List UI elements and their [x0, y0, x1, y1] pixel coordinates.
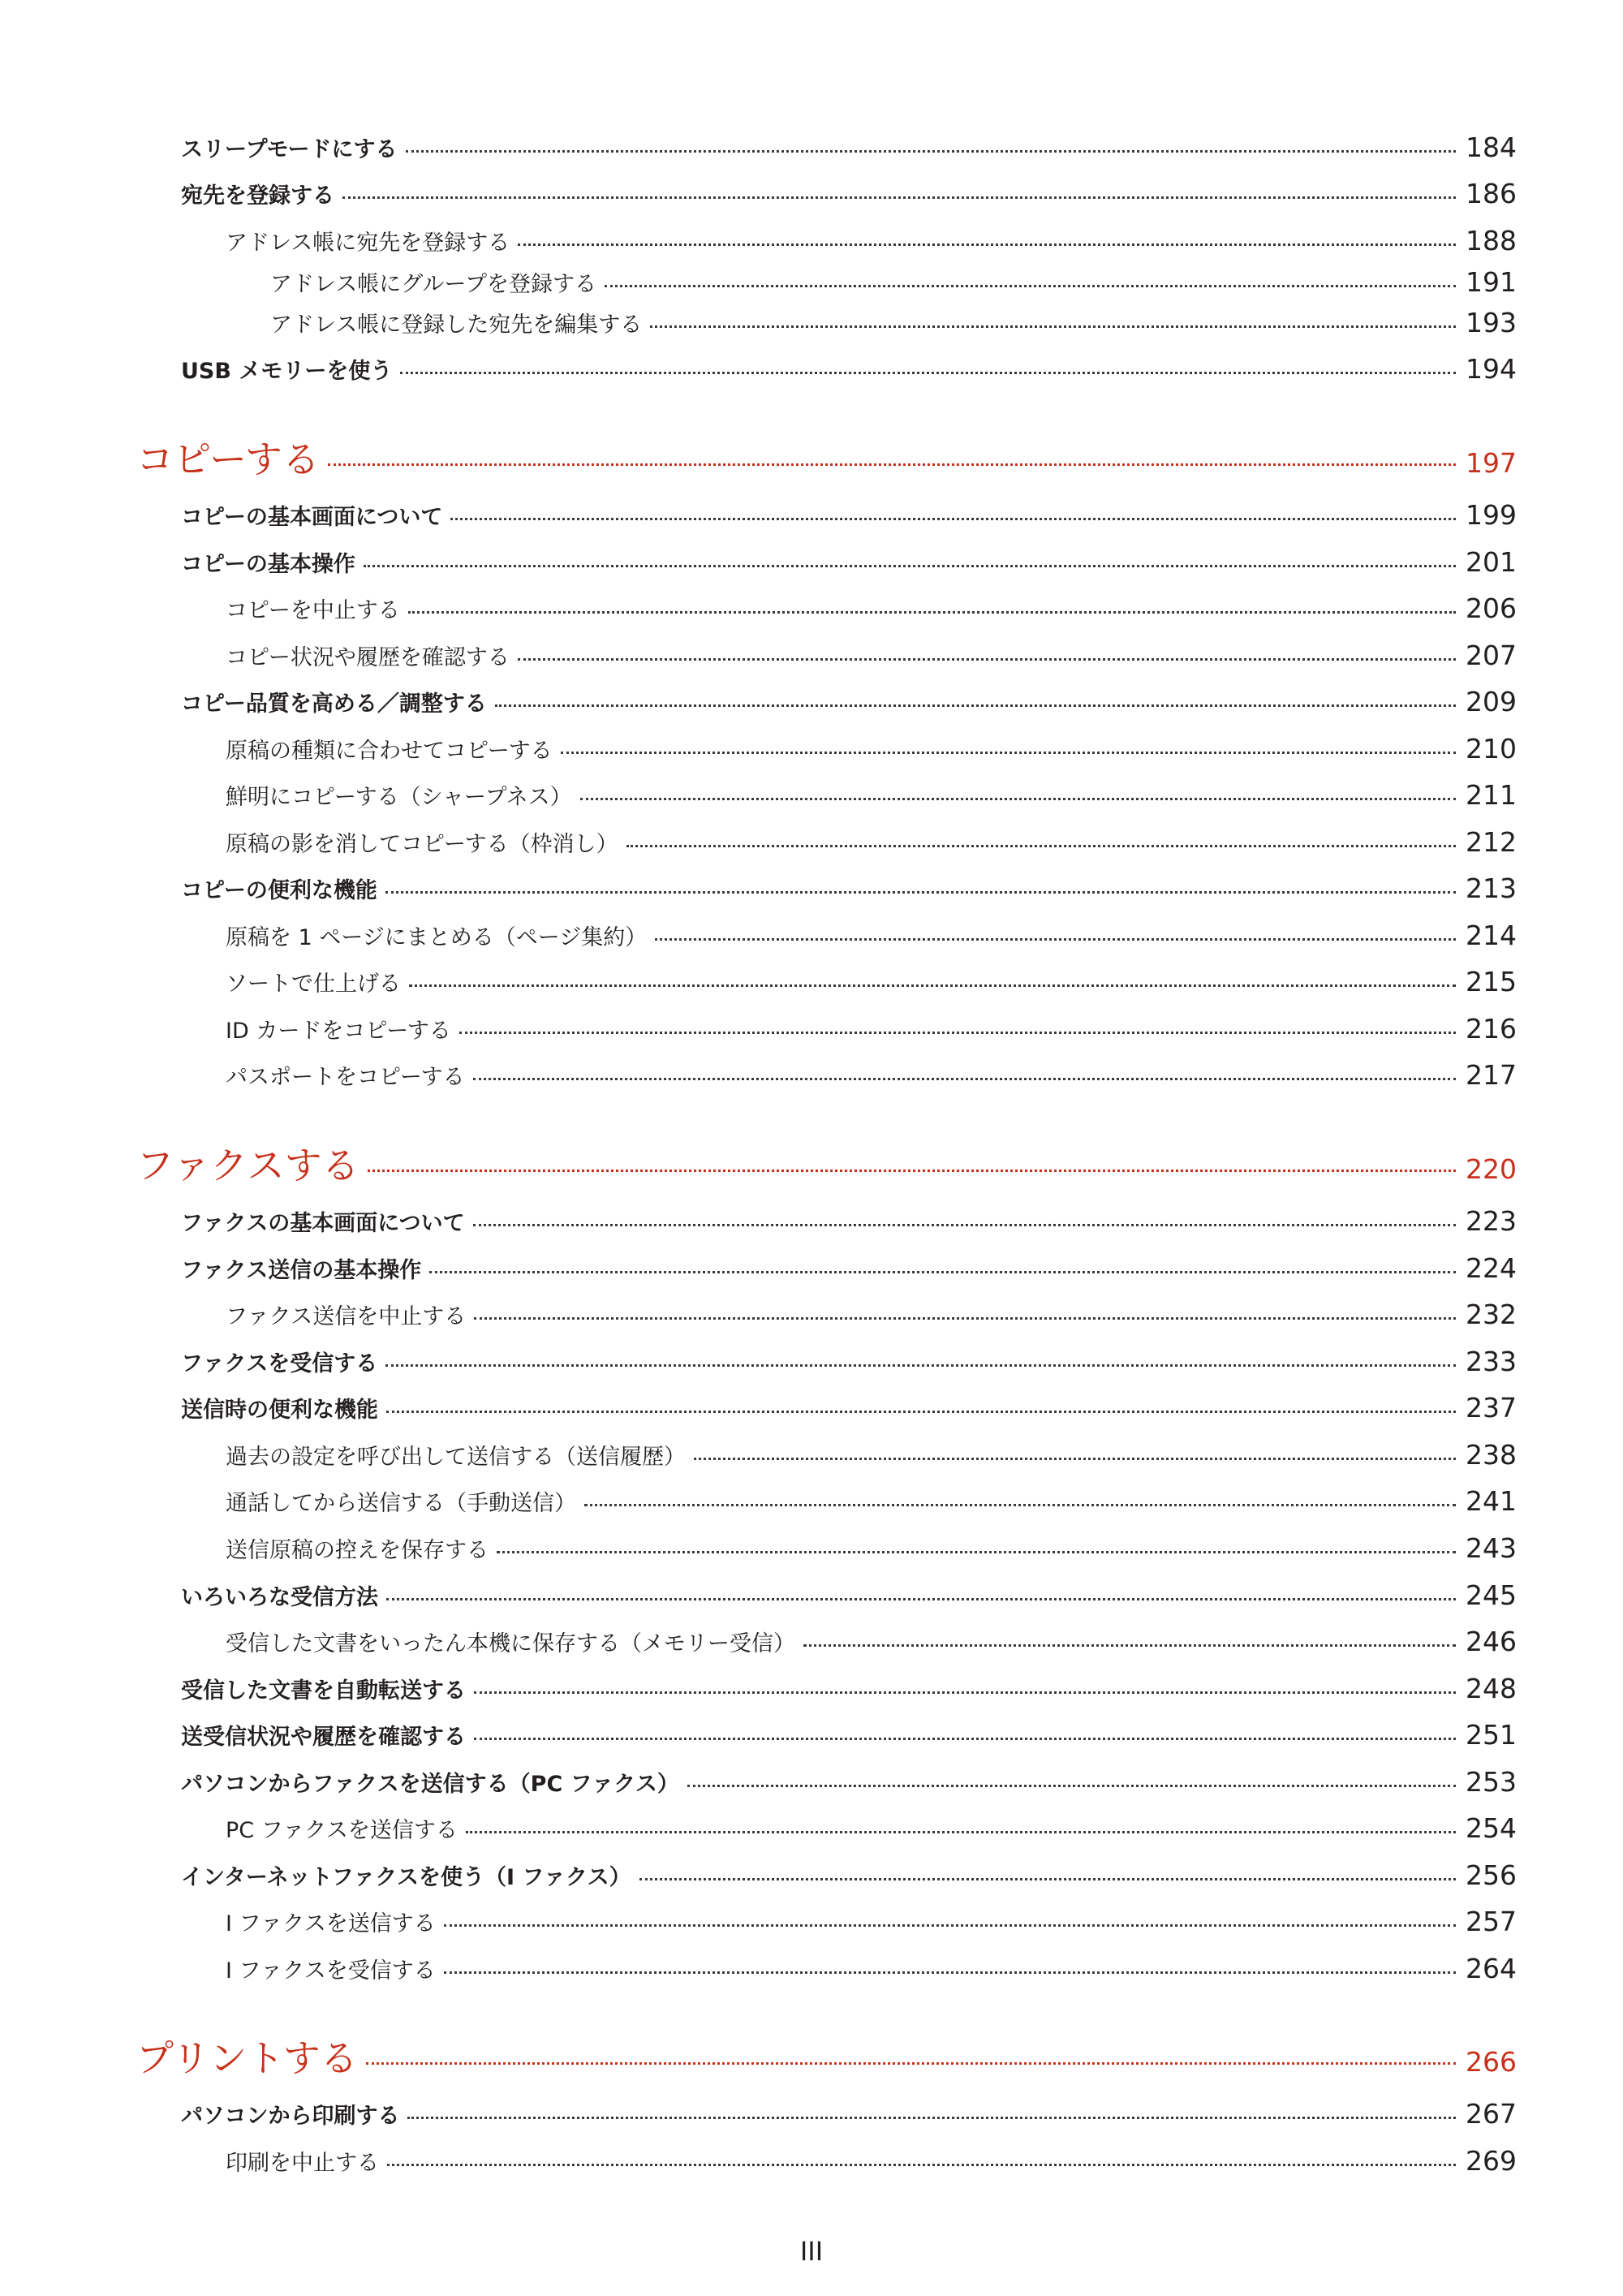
toc-entry[interactable] — [226, 779, 1517, 811]
toc-entry[interactable] — [226, 920, 1517, 951]
dot-leader — [626, 845, 1456, 847]
dot-leader — [366, 2062, 1456, 2065]
toc-entry-page: 199 — [1466, 499, 1517, 531]
toc-entry-title: ファクスを受信する — [181, 1351, 378, 1376]
toc-entry[interactable] — [181, 1719, 1517, 1751]
toc-entry-title: 原稿の影を消してコピーする（枠消し） — [226, 832, 618, 857]
toc-entry-page: 264 — [1466, 1953, 1517, 1984]
toc-entry-title: 送信原稿の控えを保存する — [226, 1538, 489, 1563]
toc-entry-page: 269 — [1466, 2145, 1517, 2177]
toc-entry-page: 214 — [1466, 920, 1517, 951]
toc-entry[interactable] — [270, 266, 1517, 298]
toc-entry[interactable] — [181, 546, 1517, 578]
toc-entry[interactable] — [226, 826, 1517, 858]
dot-leader — [450, 518, 1456, 520]
toc-entry-title: 鮮明にコピーする（シャープネス） — [226, 785, 572, 810]
toc-chapter-entry[interactable] — [136, 430, 1517, 484]
toc-entry-page: 254 — [1466, 1812, 1517, 1844]
toc-entry-page: 197 — [1466, 447, 1517, 479]
toc-entry[interactable] — [181, 1859, 1517, 1891]
toc-entry[interactable] — [181, 1673, 1517, 1704]
toc-entry-page: 215 — [1466, 966, 1517, 997]
toc-entry[interactable] — [181, 353, 1517, 385]
dot-leader — [474, 1317, 1456, 1320]
dot-leader — [605, 285, 1456, 287]
toc-entry-page: 216 — [1466, 1013, 1517, 1045]
toc-entry-title: 宛先を登録する — [181, 183, 334, 209]
dot-leader — [650, 325, 1456, 328]
toc-entry-title: アドレス帳にグループを登録する — [270, 272, 597, 297]
dot-leader — [639, 1878, 1456, 1880]
toc-entry-title: コピーを中止する — [226, 598, 400, 623]
dot-leader — [368, 1170, 1456, 1172]
toc-entry-page: 246 — [1466, 1626, 1517, 1657]
toc-entry-page: 193 — [1466, 307, 1517, 338]
toc-entry[interactable] — [226, 1439, 1517, 1471]
toc-entry-page: 253 — [1466, 1766, 1517, 1798]
toc-entry[interactable] — [226, 592, 1517, 624]
toc-entry-page: 245 — [1466, 1579, 1517, 1611]
toc-entry[interactable] — [226, 1013, 1517, 1045]
toc-entry[interactable] — [226, 966, 1517, 997]
toc-entry-page: 191 — [1466, 266, 1517, 298]
dot-leader — [495, 704, 1456, 707]
dot-leader — [687, 1785, 1456, 1787]
toc-entry-title: ファクス送信を中止する — [226, 1304, 467, 1329]
toc-entry-page: 184 — [1466, 131, 1517, 163]
toc-entry[interactable] — [181, 1392, 1517, 1424]
dot-leader — [386, 1411, 1456, 1413]
toc-entry-title: コピー品質を高める／調整する — [181, 691, 487, 717]
toc-entry-title: 受信した文書をいったん本機に保存する（メモリー受信） — [226, 1631, 795, 1656]
toc-entry[interactable] — [226, 640, 1517, 671]
dot-leader — [409, 984, 1456, 987]
toc-entry-page: 241 — [1466, 1485, 1517, 1517]
toc-entry-page: 213 — [1466, 872, 1517, 904]
toc-entry-title: プリントする — [136, 2036, 358, 2080]
toc-entry[interactable] — [226, 1626, 1517, 1657]
dot-leader — [386, 1598, 1456, 1600]
toc-entry[interactable] — [181, 2098, 1517, 2130]
toc-entry-title: 通話してから送信する（手動送信） — [226, 1491, 576, 1516]
toc-entry-title: USB メモリーを使う — [181, 359, 393, 384]
dot-leader — [429, 1271, 1456, 1273]
toc-entry-page: 186 — [1466, 178, 1517, 209]
toc-entry-title: コピーの便利な機能 — [181, 878, 377, 903]
toc-entry-title: ソートで仕上げる — [226, 971, 401, 997]
toc-entry-title: いろいろな受信方法 — [181, 1585, 378, 1610]
dot-leader — [328, 463, 1456, 466]
toc-entry-title: 送信時の便利な機能 — [181, 1398, 378, 1423]
toc-entry[interactable] — [181, 686, 1517, 717]
dot-leader — [459, 1032, 1456, 1034]
dot-leader — [342, 196, 1456, 199]
toc-entry-title: アドレス帳に登録した宛先を編集する — [270, 312, 643, 338]
toc-entry-page: 232 — [1466, 1299, 1517, 1330]
toc-entry-page: 266 — [1466, 2046, 1517, 2078]
dot-leader — [473, 1224, 1456, 1226]
dot-leader — [694, 1458, 1456, 1460]
dot-leader — [474, 1691, 1456, 1694]
toc-entry-title: 印刷を中止する — [226, 2151, 379, 2176]
toc-entry-page: 207 — [1466, 640, 1517, 671]
dot-leader — [385, 1364, 1456, 1367]
toc-entry-page: 220 — [1466, 1153, 1517, 1185]
toc-entry-title: 受信した文書を自動転送する — [181, 1678, 466, 1704]
toc-entry[interactable] — [181, 872, 1517, 904]
toc-entry[interactable] — [226, 1299, 1517, 1330]
toc-entry-page: 211 — [1466, 779, 1517, 811]
toc-entry[interactable] — [270, 307, 1517, 338]
toc-entry[interactable] — [181, 1766, 1517, 1798]
toc-entry-title: 送受信状況や履歴を確認する — [181, 1725, 466, 1750]
toc-entry[interactable] — [226, 225, 1517, 256]
toc-chapter-entry[interactable] — [136, 1136, 1517, 1190]
toc-entry-page: 217 — [1466, 1059, 1517, 1091]
toc-chapter-entry[interactable] — [136, 2029, 1517, 2083]
toc-entry-page: 223 — [1466, 1205, 1517, 1237]
toc-entry-title: パソコンからファクスを送信する（PC ファクス） — [181, 1772, 679, 1797]
toc-entry-page: 257 — [1466, 1906, 1517, 1937]
dot-leader — [497, 1551, 1456, 1553]
dot-leader — [466, 1831, 1456, 1833]
toc-entry-page: 209 — [1466, 686, 1517, 717]
toc-entry[interactable] — [226, 733, 1517, 765]
toc-entry[interactable] — [181, 499, 1517, 531]
toc-entry-title: ファクスする — [136, 1144, 359, 1187]
toc-entry-title: コピーの基本画面について — [181, 505, 443, 530]
toc-entry[interactable] — [181, 1205, 1517, 1237]
toc-entry-title: コピーする — [136, 437, 320, 481]
toc-entry-page: 238 — [1466, 1439, 1517, 1471]
toc-entry[interactable] — [181, 1252, 1517, 1284]
dot-leader — [584, 1504, 1456, 1506]
toc-entry-title: I ファクスを送信する — [226, 1911, 436, 1936]
page-number: III — [799, 2236, 824, 2267]
toc-entry[interactable] — [226, 1812, 1517, 1844]
toc-entry-title: コピー状況や履歴を確認する — [226, 645, 510, 670]
toc-entry[interactable] — [181, 178, 1517, 209]
toc-entry-page: 210 — [1466, 733, 1517, 765]
toc-entry-title: インターネットファクスを使う（I ファクス） — [181, 1865, 631, 1890]
toc-entry-page: 233 — [1466, 1346, 1517, 1377]
toc-entry[interactable] — [181, 131, 1517, 163]
toc-entry[interactable] — [226, 2145, 1517, 2177]
dot-leader — [561, 752, 1456, 754]
toc-entry-title: 過去の設定を呼び出して送信する（送信履歴） — [226, 1445, 686, 1470]
dot-leader — [518, 243, 1456, 246]
toc-entry-page: 248 — [1466, 1673, 1517, 1704]
toc-entry[interactable] — [226, 1906, 1517, 1937]
toc-entry-title: ID カードをコピーする — [226, 1019, 451, 1044]
toc-entry-title: I ファクスを受信する — [226, 1958, 436, 1984]
dot-leader — [387, 2164, 1456, 2166]
dot-leader — [364, 565, 1456, 567]
toc-entry-page: 243 — [1466, 1532, 1517, 1564]
toc-entry-title: スリープモードにする — [181, 137, 398, 162]
toc-entry-page: 256 — [1466, 1859, 1517, 1891]
toc-entry-title: PC ファクスを送信する — [226, 1818, 458, 1843]
toc-entry-page: 224 — [1466, 1252, 1517, 1284]
toc-entry-title: コピーの基本操作 — [181, 552, 355, 577]
dot-leader — [385, 891, 1456, 894]
dot-leader — [518, 658, 1456, 661]
dot-leader — [408, 611, 1456, 614]
toc-entry-title: ファクスの基本画面について — [181, 1211, 465, 1236]
dot-leader — [803, 1644, 1456, 1647]
toc-entry-page: 237 — [1466, 1392, 1517, 1424]
toc-entry-title: 原稿を 1 ページにまとめる（ページ集約） — [226, 925, 648, 950]
toc-entry-title: アドレス帳に宛先を登録する — [226, 230, 510, 256]
toc-entry-page: 212 — [1466, 826, 1517, 858]
dot-leader — [655, 938, 1456, 941]
toc-entry-title: パスポートをコピーする — [226, 1065, 465, 1090]
toc-entry[interactable] — [181, 1346, 1517, 1377]
dot-leader — [407, 2117, 1456, 2119]
toc-entry[interactable] — [181, 1579, 1517, 1611]
toc-entry-page: 206 — [1466, 592, 1517, 624]
toc-entry-title: パソコンから印刷する — [181, 2104, 400, 2129]
toc-entry-title: 原稿の種類に合わせてコピーする — [226, 739, 553, 764]
dot-leader — [444, 1924, 1456, 1927]
toc-entry[interactable] — [226, 1953, 1517, 1984]
dot-leader — [473, 1078, 1456, 1080]
toc-entry-page: 267 — [1466, 2098, 1517, 2130]
dot-leader — [474, 1738, 1456, 1740]
toc-entry[interactable] — [226, 1532, 1517, 1564]
toc-entry-title: ファクス送信の基本操作 — [181, 1258, 422, 1283]
dot-leader — [406, 150, 1457, 153]
dot-leader — [444, 1971, 1456, 1974]
toc-entry-page: 194 — [1466, 353, 1517, 385]
dot-leader — [580, 798, 1456, 800]
toc-entry-page: 201 — [1466, 546, 1517, 578]
dot-leader — [400, 372, 1456, 374]
toc-entry[interactable] — [226, 1485, 1517, 1517]
toc-entry-page: 251 — [1466, 1719, 1517, 1751]
toc-entry[interactable] — [226, 1059, 1517, 1091]
toc-entry-page: 188 — [1466, 225, 1517, 256]
